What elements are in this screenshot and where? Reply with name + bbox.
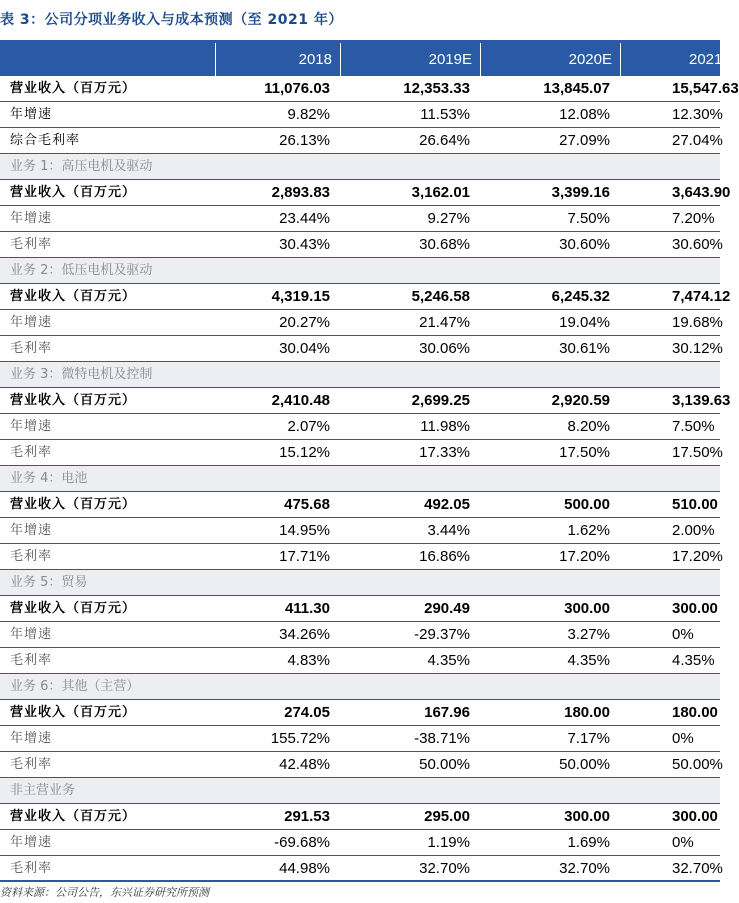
table-row <box>0 206 720 232</box>
row-label: 毛利率 <box>10 237 53 252</box>
row-value: 2.00% <box>672 522 715 539</box>
header-blank <box>0 43 215 76</box>
row-value: 19.04% <box>559 314 610 331</box>
row-value: 34.26% <box>279 626 330 643</box>
row-label: 年增速 <box>10 107 53 122</box>
row-label: 年增速 <box>10 835 53 850</box>
row-value: 290.49 <box>424 600 470 617</box>
row-label: 营业收入（百万元） <box>10 81 137 96</box>
row-label: 营业收入（百万元） <box>10 809 137 824</box>
row-value: 492.05 <box>424 496 470 513</box>
row-value: -29.37% <box>414 626 470 643</box>
row-value: 11.53% <box>420 106 470 123</box>
row-value: 16.86% <box>419 548 470 565</box>
table-row <box>0 284 731 310</box>
row-value: 26.64% <box>419 132 470 149</box>
row-value: 3,643.90 <box>672 184 731 201</box>
row-value: 32.70% <box>672 860 723 877</box>
row-label: 毛利率 <box>10 757 53 772</box>
row-value: 7.17% <box>567 730 610 747</box>
row-value: 2.07% <box>287 418 330 435</box>
row-value: 11.98% <box>420 418 470 435</box>
row-value: 30.60% <box>559 236 610 253</box>
row-value: 17.33% <box>419 444 470 461</box>
row-label: 年增速 <box>10 419 53 434</box>
section-header: 业务 3：微特电机及控制 <box>0 362 720 388</box>
row-value: 7,474.12 <box>672 288 731 305</box>
section-header: 业务 5：贸易 <box>0 570 720 596</box>
row-value: 2,410.48 <box>271 392 330 409</box>
row-value: 167.96 <box>424 704 470 721</box>
row-value: 42.48% <box>279 756 330 773</box>
row-label: 毛利率 <box>10 445 53 460</box>
header-year: 2021 <box>620 43 720 76</box>
row-label: 年增速 <box>10 211 53 226</box>
row-value: 155.72% <box>270 730 330 747</box>
row-label: 毛利率 <box>10 861 53 876</box>
table-row <box>0 700 720 726</box>
row-label: 年增速 <box>10 523 53 538</box>
table-row <box>0 310 723 336</box>
row-value: 32.70% <box>559 860 610 877</box>
row-value: 274.05 <box>284 704 330 721</box>
section-header: 业务 1：高压电机及驱动 <box>0 154 720 180</box>
row-value: 300.00 <box>564 808 610 825</box>
row-value: 30.61% <box>559 340 610 357</box>
row-value: 27.09% <box>559 132 610 149</box>
table-row <box>0 648 720 674</box>
row-value: 4.35% <box>672 652 715 669</box>
row-value: 13,845.07 <box>543 80 610 97</box>
row-label: 营业收入（百万元） <box>10 601 137 616</box>
row-value: 291.53 <box>284 808 330 825</box>
row-value: 17.20% <box>559 548 610 565</box>
row-label: 营业收入（百万元） <box>10 497 137 512</box>
row-value: 1.62% <box>567 522 610 539</box>
row-value: 19.68% <box>672 314 723 331</box>
row-value: 17.50% <box>672 444 723 461</box>
row-value: 9.82% <box>287 106 330 123</box>
source-note: 资料来源：公司公告，东兴证券研究所预测 <box>0 886 209 899</box>
table-row <box>0 804 720 830</box>
row-value: -38.71% <box>414 730 470 747</box>
row-value: 30.06% <box>419 340 470 357</box>
row-value: 180.00 <box>564 704 610 721</box>
row-label: 毛利率 <box>10 653 53 668</box>
row-value: 300.00 <box>672 808 718 825</box>
table-row <box>0 856 723 882</box>
table-title: 表 3：公司分项业务收入与成本预测（至 2021 年） <box>0 12 343 28</box>
row-value: 1.19% <box>427 834 470 851</box>
row-value: 9.27% <box>427 210 470 227</box>
row-value: 475.68 <box>284 496 330 513</box>
table-row <box>0 518 720 544</box>
row-value: 0% <box>672 730 694 747</box>
row-value: 30.12% <box>672 340 723 357</box>
row-value: 3.44% <box>427 522 470 539</box>
table-row <box>0 102 723 128</box>
row-label: 综合毛利率 <box>10 133 81 148</box>
row-value: 44.98% <box>279 860 330 877</box>
row-value: 300.00 <box>564 600 610 617</box>
section-header: 业务 4：电池 <box>0 466 720 492</box>
row-value: 7.50% <box>672 418 715 435</box>
row-value: 17.71% <box>279 548 330 565</box>
forecast-table <box>0 43 739 882</box>
row-value: 7.50% <box>567 210 610 227</box>
row-value: 3,139.63 <box>672 392 731 409</box>
row-value: 30.60% <box>672 236 723 253</box>
row-value: 2,699.25 <box>411 392 470 409</box>
row-value: 3,399.16 <box>551 184 610 201</box>
row-label: 毛利率 <box>10 341 53 356</box>
table-row <box>0 752 723 778</box>
row-label: 年增速 <box>10 627 53 642</box>
row-value: 50.00% <box>559 756 610 773</box>
header-year: 2018 <box>215 43 340 76</box>
table-row <box>0 492 720 518</box>
row-value: 21.47% <box>419 314 470 331</box>
row-value: 27.04% <box>672 132 723 149</box>
row-value: 30.43% <box>279 236 330 253</box>
row-value: 14.95% <box>279 522 330 539</box>
section-header: 非主营业务 <box>0 778 720 804</box>
table-row <box>0 414 720 440</box>
row-label: 营业收入（百万元） <box>10 185 137 200</box>
table-row <box>0 596 720 622</box>
row-value: 12,353.33 <box>403 80 470 97</box>
row-label: 毛利率 <box>10 549 53 564</box>
row-value: 180.00 <box>672 704 718 721</box>
row-value: 1.69% <box>567 834 610 851</box>
row-value: 17.50% <box>559 444 610 461</box>
row-value: 411.30 <box>284 600 330 617</box>
row-value: 3,162.01 <box>411 184 470 201</box>
table-row <box>0 830 720 856</box>
row-value: 15,547.63 <box>672 80 739 97</box>
row-value: 3.27% <box>567 626 610 643</box>
row-value: 17.20% <box>672 548 723 565</box>
row-value: 510.00 <box>672 496 718 513</box>
table-row <box>0 388 731 414</box>
row-value: 8.20% <box>567 418 610 435</box>
header-year: 2019E <box>340 43 480 76</box>
table-row <box>0 544 723 570</box>
row-value: 15.12% <box>279 444 330 461</box>
row-value: 11,076.03 <box>264 80 330 97</box>
row-value: 4.83% <box>287 652 330 669</box>
header-year: 2020E <box>480 43 620 76</box>
row-value: 20.27% <box>279 314 330 331</box>
section-header: 业务 6：其他（主营） <box>0 674 720 700</box>
row-value: -69.68% <box>274 834 330 851</box>
table-row <box>0 726 720 752</box>
row-value: 12.08% <box>559 106 610 123</box>
table-row <box>0 180 731 206</box>
row-value: 0% <box>672 834 694 851</box>
row-value: 50.00% <box>672 756 723 773</box>
row-value: 4,319.15 <box>271 288 330 305</box>
row-value: 23.44% <box>279 210 330 227</box>
row-value: 4.35% <box>427 652 470 669</box>
row-label: 营业收入（百万元） <box>10 289 137 304</box>
row-value: 6,245.32 <box>551 288 610 305</box>
row-value: 2,920.59 <box>551 392 610 409</box>
section-header: 业务 2：低压电机及驱动 <box>0 258 720 284</box>
row-value: 295.00 <box>424 808 470 825</box>
row-label: 营业收入（百万元） <box>10 705 137 720</box>
row-value: 30.04% <box>279 340 330 357</box>
row-value: 12.30% <box>672 106 723 123</box>
row-label: 年增速 <box>10 315 53 330</box>
row-value: 7.20% <box>672 210 715 227</box>
row-value: 4.35% <box>567 652 610 669</box>
row-label: 年增速 <box>10 731 53 746</box>
row-value: 32.70% <box>419 860 470 877</box>
row-value: 26.13% <box>279 132 330 149</box>
row-value: 30.68% <box>419 236 470 253</box>
row-value: 5,246.58 <box>411 288 470 305</box>
table-row <box>0 336 723 362</box>
row-value: 50.00% <box>419 756 470 773</box>
table-row <box>0 76 739 102</box>
table-row <box>0 440 723 466</box>
row-value: 300.00 <box>672 600 718 617</box>
row-label: 营业收入（百万元） <box>10 393 137 408</box>
table-row <box>0 622 720 648</box>
table-header <box>0 43 723 76</box>
row-value: 500.00 <box>564 496 610 513</box>
row-value: 2,893.83 <box>271 184 330 201</box>
row-value: 0% <box>672 626 694 643</box>
table-row <box>0 128 723 154</box>
table-row <box>0 232 723 258</box>
